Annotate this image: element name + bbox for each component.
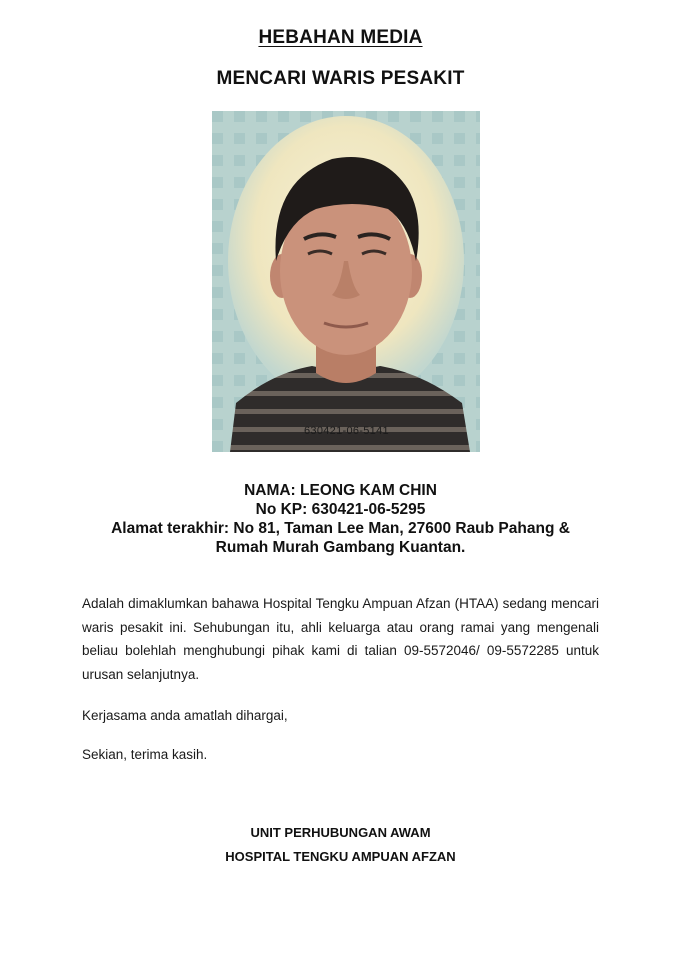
closing-line: Sekian, terima kasih. (82, 747, 208, 762)
patient-ic-number: No KP: 630421-06-5295 (255, 501, 426, 518)
appreciation-line: Kerjasama anda amatlah dihargai, (82, 708, 288, 723)
notice-subtitle: MENCARI WARIS PESAKIT (216, 68, 465, 89)
signature-hospital: HOSPITAL TENGKU AMPUAN AFZAN (225, 849, 456, 864)
patient-address-line-2: Rumah Murah Gambang Kuantan. (215, 539, 466, 556)
patient-address-line-1: Alamat terakhir: No 81, Taman Lee Man, 27600 Raub Pahang & (111, 520, 570, 537)
patient-name: NAMA: LEONG KAM CHIN (244, 482, 437, 499)
notice-paragraph: Adalah dimaklumkan bahawa Hospital Tengku Ampuan Afzan (HTAA) sedang mencari waris pesakit ini. Sehubungan itu, ahli keluarga atau orang ramai yang mengenali beliau bolehlah menghubungi pihak kami di talian 09-5572046/ 09-5572285 untuk urusan selanjutnya. (82, 596, 599, 682)
photo-ic-overlay: 630421-06-5141 (304, 425, 389, 437)
signature-unit: UNIT PERHUBUNGAN AWAM (250, 825, 431, 840)
patient-photo (212, 111, 480, 452)
media-release-heading: HEBAHAN MEDIA (258, 27, 423, 48)
